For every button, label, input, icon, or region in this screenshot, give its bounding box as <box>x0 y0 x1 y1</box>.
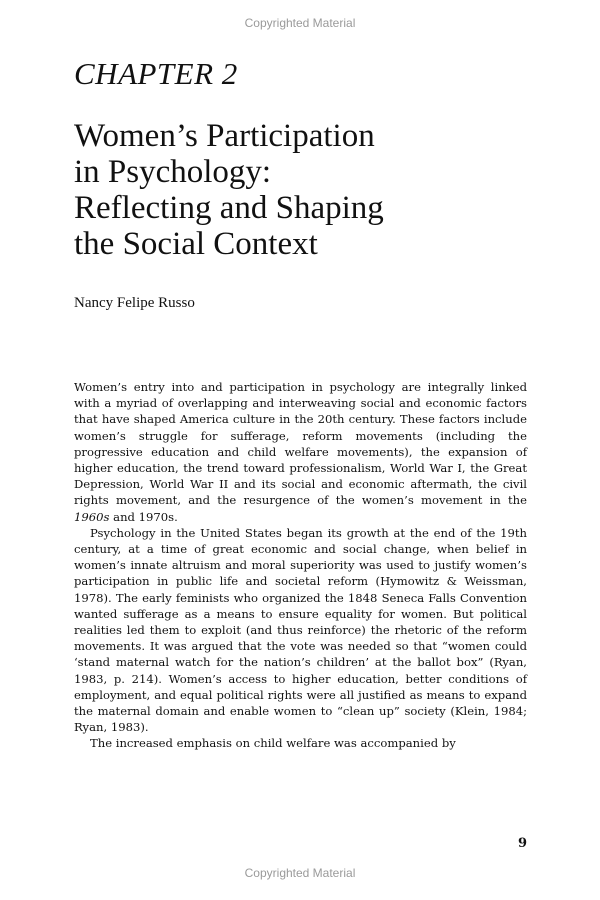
paragraph-text: and 1970s. <box>109 509 178 524</box>
italic-text: 1960s <box>74 509 110 524</box>
author-name: Nancy Felipe Russo <box>74 295 195 311</box>
page-number: 9 <box>517 836 527 851</box>
paragraph: Psychology in the United States began its growth at the end of the 19th century, at a time of great economic and social change, when belief in women’s innate altruism and moral superiority was used to justify women’s participation in public life and societal reform (Hymowitz & Weissman, 1978). The early feminists who organized the 1848 Seneca Falls Convention wanted sufferage as a means to ensure equality for women. But political realities led them to exploit (and thus reinforce) the rhetoric of the reform movements. It was argued that the vote was needed so that “women could ‘stand maternal watch for the nation’s children’ at the ballot box” (Ryan, 1983, p. 214). Women’s access to higher education, better conditions of employment, and equal political rights were all justified as means to expand the maternal domain and enable women to “clean up” society (Klein, 1984; Ryan, 1983). <box>74 525 527 735</box>
body-text <box>74 379 527 752</box>
chapter-label: CHAPTER 2 <box>74 56 238 91</box>
chapter-title-line: the Social Context <box>74 226 318 262</box>
chapter-title-line: Reflecting and Shaping <box>74 190 384 226</box>
paragraph-text: Women’s entry into and participation in psychology are integrally linked with a myriad of overlapping and interweaving social and economic factors that have shaped America culture in the 20th century. These factors include women’s struggle for sufferage, reform movements (including the progressive education and child welfare movements), the expansion of higher education, the trend toward professionalism, World War I, the Great Depression, World War II and its social and economic aftermath, the civil rights movement, and the resurgence of the women’s movement in the <box>74 380 527 508</box>
watermark-bottom: Copyrighted Material <box>244 866 356 880</box>
chapter-title-line: Women’s Participation <box>74 118 375 154</box>
watermark-top: Copyrighted Material <box>244 16 356 30</box>
paragraph <box>74 379 527 525</box>
chapter-title <box>74 118 554 262</box>
chapter-title-line: in Psychology: <box>74 154 272 190</box>
paragraph: The increased emphasis on child welfare was accompanied by <box>90 736 456 751</box>
